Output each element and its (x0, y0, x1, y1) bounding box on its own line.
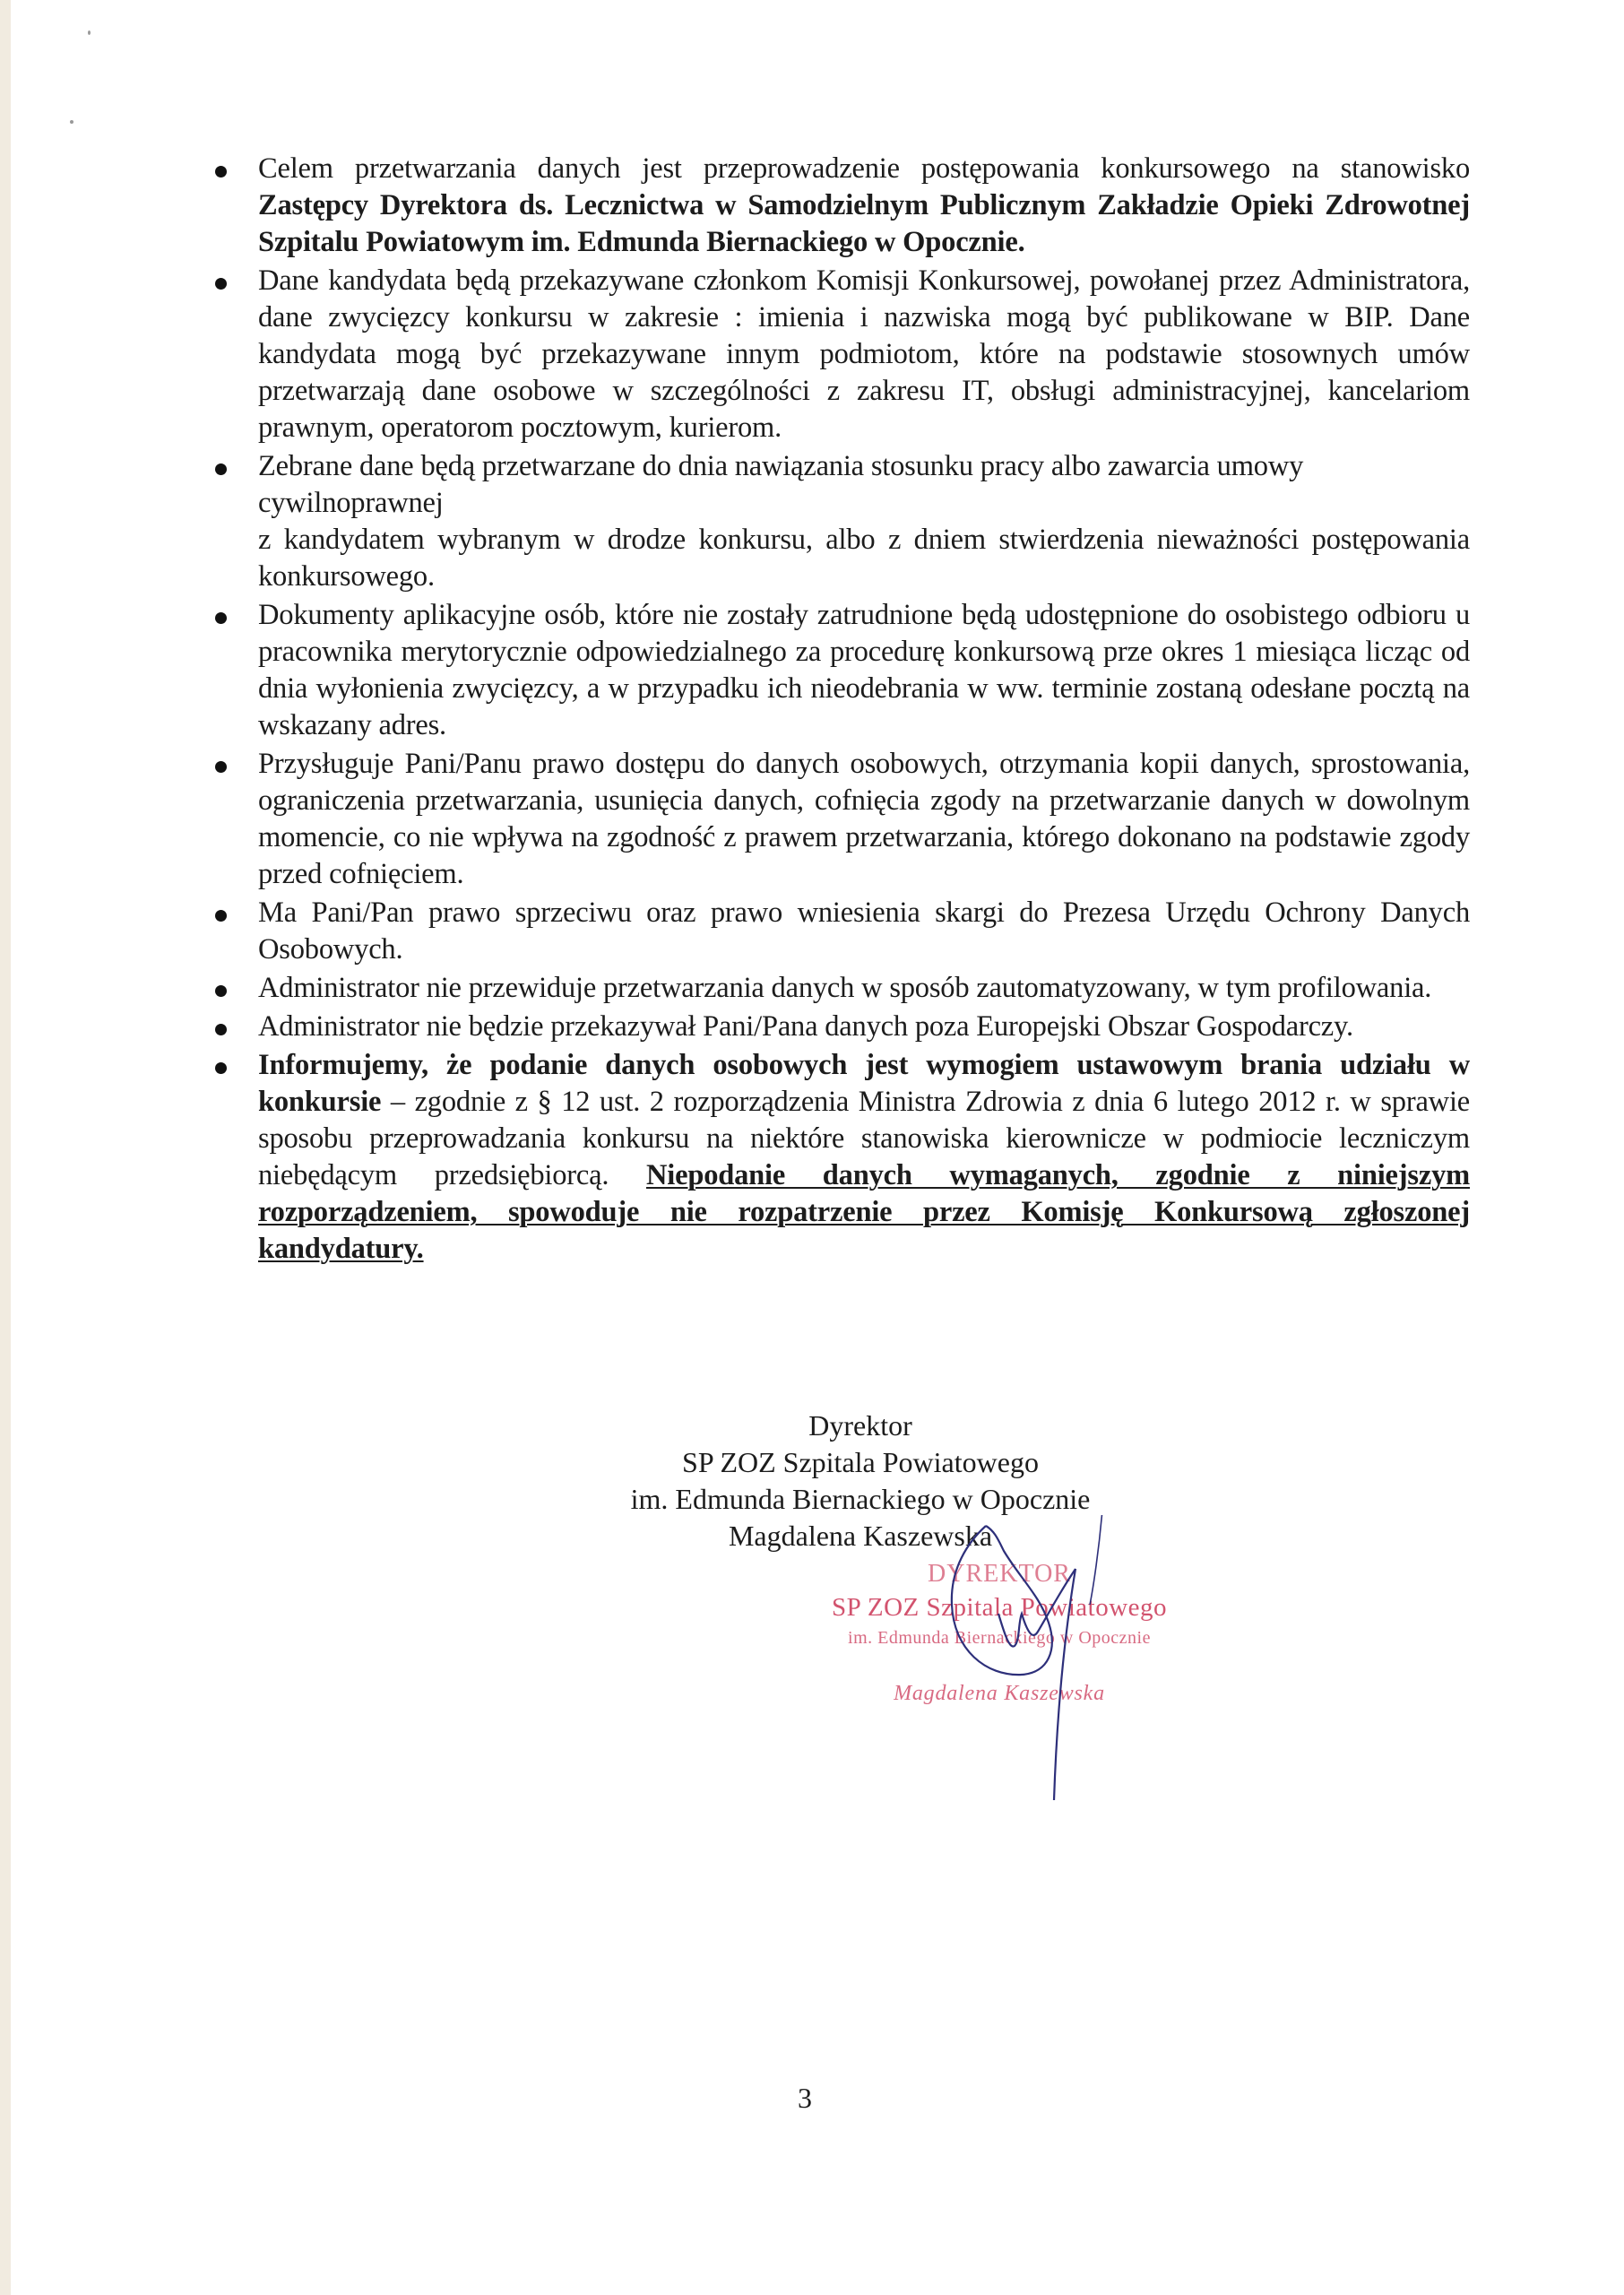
list-item-complaint (215, 895, 1470, 968)
bullet-icon (215, 278, 227, 290)
text: – zgodnie z § 12 ust. 2 rozporządzenia Ministra Zdrowia z dnia 6 lutego 2012 r. w sprawie sposobu przeprowadzania konkursu na niektóre stanowiska kierownicze w podmiocie leczniczym niebędącym przedsiębiorcą. (258, 1086, 1470, 1191)
bullet-icon (215, 463, 227, 475)
text: Dokumenty aplikacyjne osób, które nie zostały zatrudnione będą udostępnione do osobistego odbioru u pracownika merytorycznie odpowiedzialnego za procedurę konkursową prze okres 1 miesiąca licząc od dnia wyłonienia zwycięzcy, a w przypadku ich nieodebrania w ww. terminie zostaną odesłane pocztą na wskazany adres. (258, 599, 1470, 741)
list-item-transfer (215, 1009, 1470, 1045)
stamp-institution: SP ZOZ Szpitala Powiatowego (831, 1593, 1168, 1622)
bullet-icon (215, 612, 227, 624)
position-name: Zastępcy Dyrektora ds. Lecznictwa w Samodzielnym Publicznym Zakładzie Opieki Zdrowotnej Szpitalu Powiatowym im. Edmunda Biernackiego w Opocznie. (258, 189, 1470, 258)
list-item-purpose (215, 151, 1470, 261)
signer-institution: SP ZOZ Szpitala Powiatowego (682, 1446, 1039, 1478)
handwritten-signature-icon (932, 1515, 1147, 1802)
text: Administrator nie będzie przekazywał Pani/Pana danych poza Europejski Obszar Gospodarczy. (258, 1010, 1353, 1043)
text: Przysługuje Pani/Panu prawo dostępu do danych osobowych, otrzymania kopii danych, sprostowania, ograniczenia przetwarzania, usunięcia danych, cofnięcia zgody na przetwarzanie danych w dowolnym momencie, co nie wpływa na zgodność z prawem przetwarzania, którego dokonano na podstawie zgody przed cofnięciem. (258, 748, 1470, 890)
list-item-retention (215, 448, 1470, 595)
text: Ma Pani/Pan prawo sprzeciwu oraz prawo wniesienia skargi do Prezesa Urzędu Ochrony Danych Osobowych. (258, 896, 1470, 966)
scan-speck (88, 30, 91, 35)
signer-title: Dyrektor (808, 1409, 912, 1442)
bullet-icon (215, 1024, 227, 1035)
text: Celem przetwarzania danych jest przeprowadzenie postępowania konkursowego na stanowisko (258, 152, 1470, 185)
signer-institution-location: im. Edmunda Biernackiego w Opocznie (630, 1483, 1091, 1515)
bullet-list (215, 151, 1470, 1268)
list-item-documents (215, 597, 1470, 744)
text: Zebrane dane będą przetwarzane do dnia nawiązania stosunku pracy albo zawarcia umowy cywilnoprawnej (258, 450, 1304, 519)
bullet-icon (215, 910, 227, 922)
consequence-notice: Niepodanie danych wymaganych, zgodnie z niniejszym rozporządzeniem, spowoduje nie rozpatrzenie przez Komisję Konkursową zgłoszonej kandydatury. (258, 1159, 1470, 1265)
document-body (215, 151, 1470, 1269)
bullet-icon (215, 761, 227, 773)
stamp-name: Magdalena Kaszewska (894, 1682, 1105, 1705)
scan-edge (0, 0, 11, 2295)
list-item-recipients (215, 263, 1470, 446)
bullet-icon (215, 1062, 227, 1074)
scan-speck (70, 120, 73, 124)
page-number: 3 (798, 2082, 812, 2114)
text: Administrator nie przewiduje przetwarzania danych w sposób zautomatyzowany, w tym profilowania. (258, 972, 1432, 1004)
stamp-location: im. Edmunda Biernackiego w Opocznie (848, 1628, 1151, 1648)
requirement-notice: Informujemy, że podanie danych osobowych jest wymogiem ustawowym brania udziału w konkursie (258, 1049, 1470, 1118)
text: z kandydatem wybranym w drodze konkursu, albo z dniem stwierdzenia nieważności postępowania konkursowego. (258, 524, 1470, 593)
signer-name: Magdalena Kaszewska (728, 1520, 993, 1552)
list-item-automation (215, 970, 1470, 1007)
stamp-title: DYREKTOR (928, 1560, 1071, 1588)
list-item-requirement (215, 1047, 1470, 1268)
bullet-icon (215, 985, 227, 997)
text: Dane kandydata będą przekazywane członkom Komisji Konkursowej, powołanej przez Administratora, dane zwycięzcy konkursu w zakresie : imienia i nazwiska mogą być publikowane w BIP. Dane kandydata mogą być przekazywane innym podmiotom, które na podstawie stosownych umów przetwarzają dane osobowe w szczególności z zakresu IT, obsługi administracyjnej, kancelariom prawnym, operatorom pocztowym, kurierom. (258, 264, 1470, 444)
list-item-rights (215, 746, 1470, 893)
bullet-icon (215, 166, 227, 178)
